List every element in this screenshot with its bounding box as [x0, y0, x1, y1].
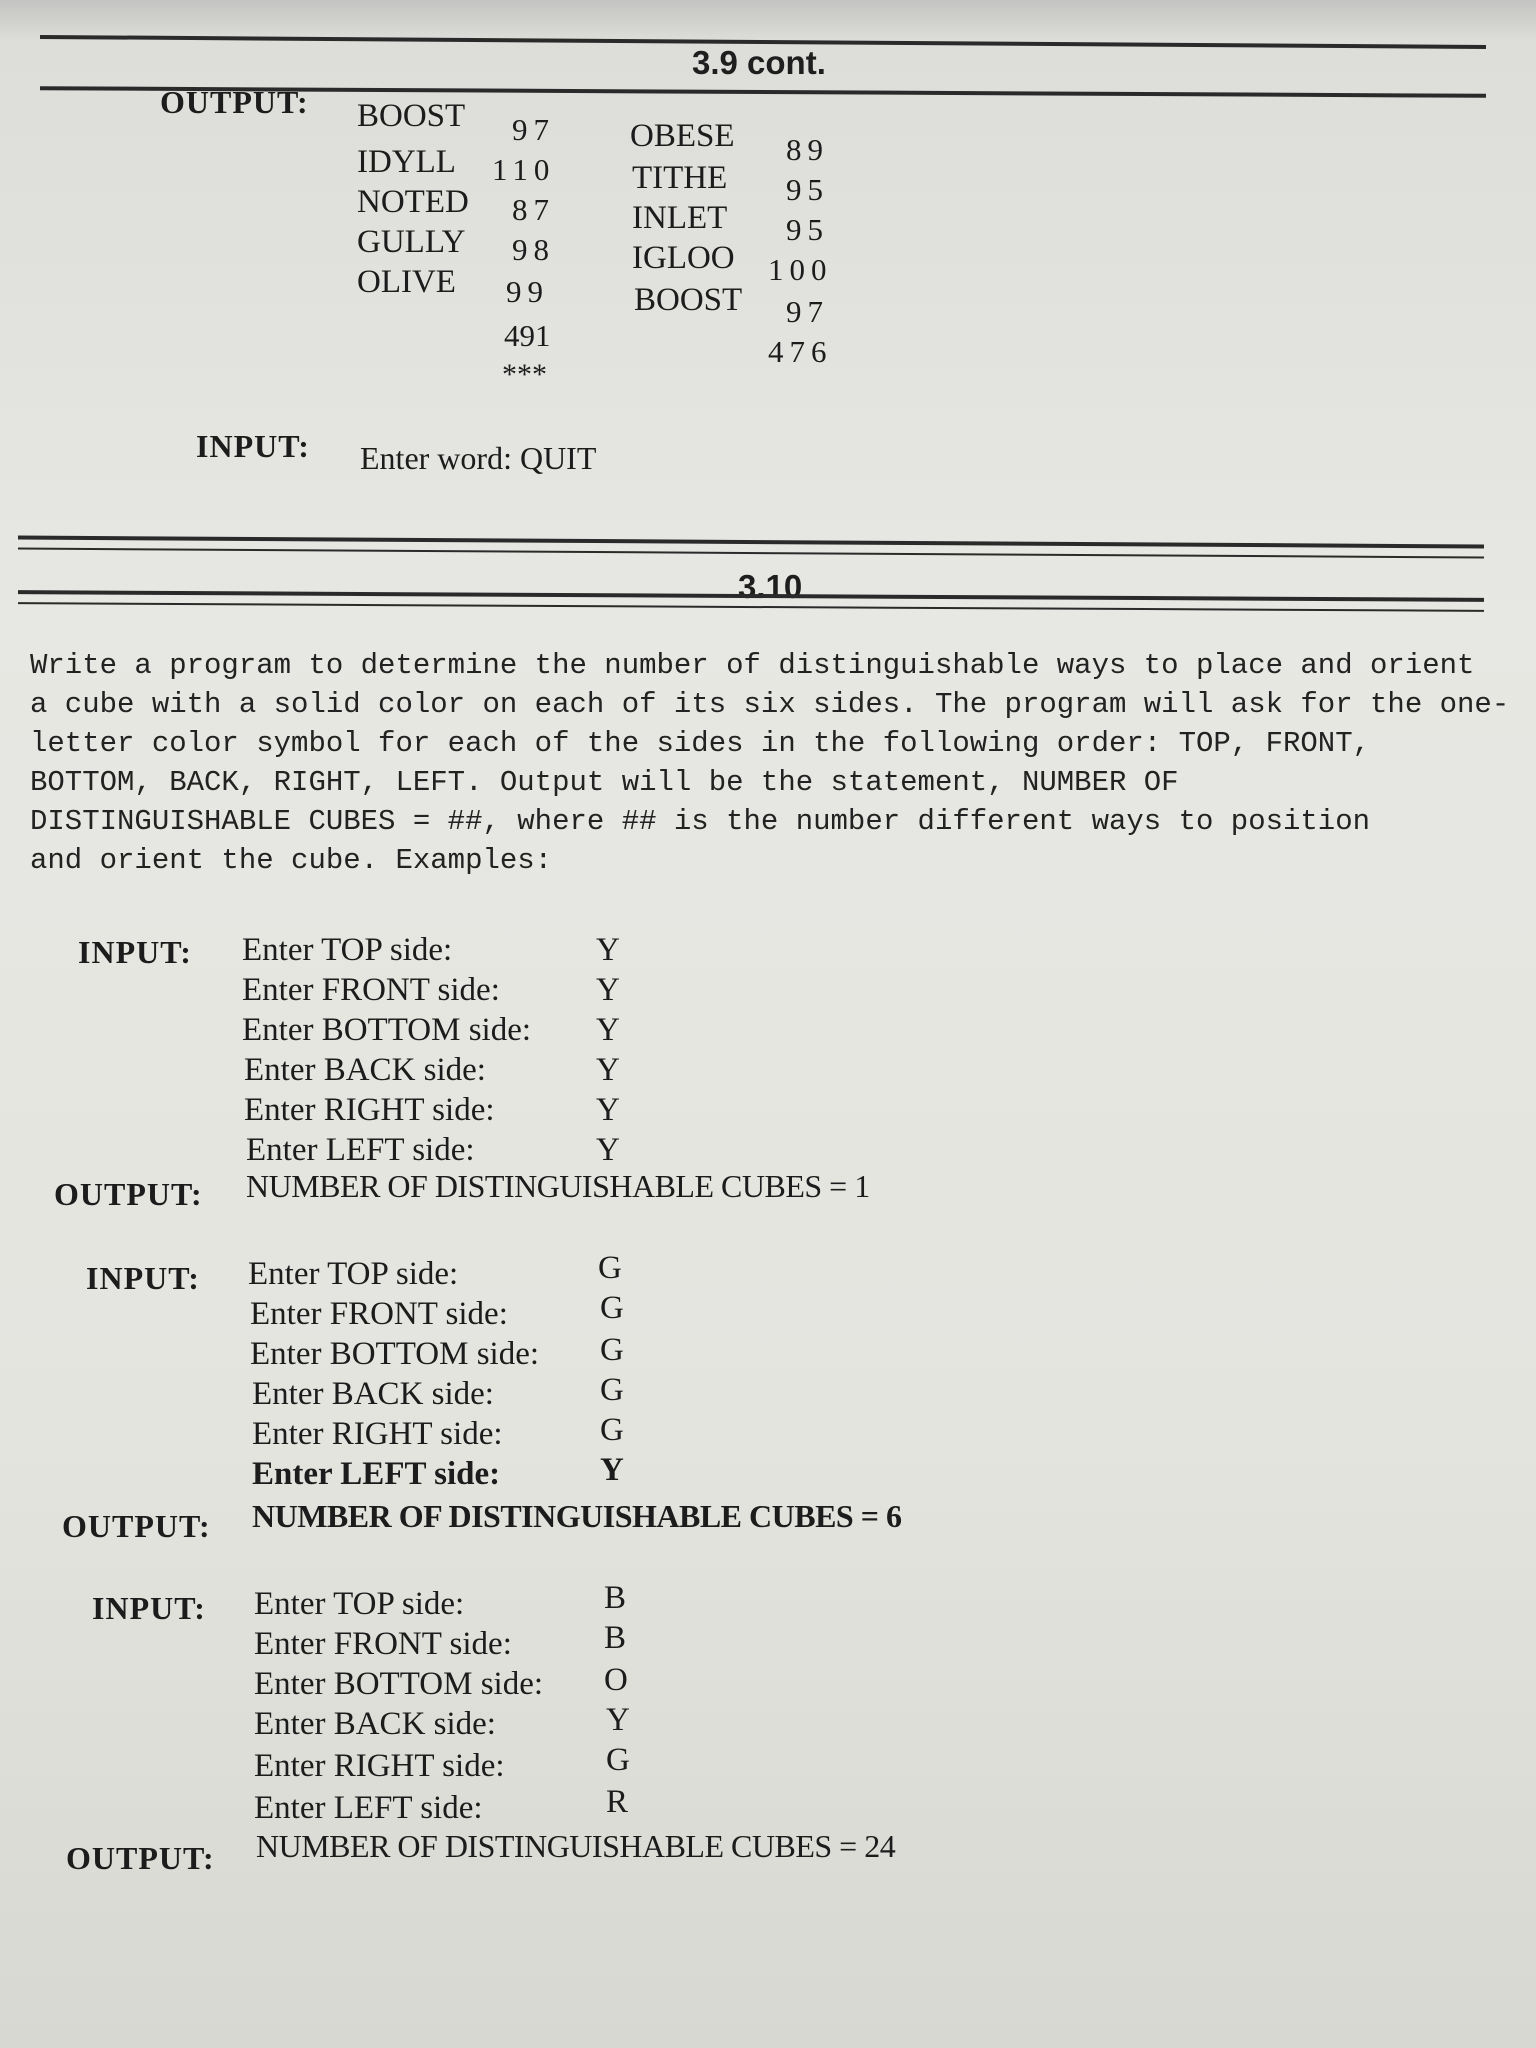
section-3-9-heading: 3.9 cont.: [692, 44, 826, 81]
example-1-value-back: Y: [596, 1052, 620, 1088]
left-score-2: 110: [492, 152, 556, 187]
right-word-5: BOOST: [634, 282, 743, 318]
paragraph-line-4: BOTTOM, BACK, RIGHT, LEFT. Output will be the statement, NUMBER OF: [30, 766, 1179, 799]
example-1-value-left: Y: [596, 1132, 620, 1168]
right-score-2: 95: [786, 172, 829, 207]
example-3-value-bottom: O: [604, 1662, 628, 1698]
left-score-5: 99: [506, 274, 549, 309]
example-3-value-back: Y: [606, 1702, 630, 1738]
example-1-prompt-back: Enter BACK side:: [244, 1052, 486, 1088]
example-3-output-label: OUTPUT:: [66, 1840, 215, 1876]
example-2-value-top: G: [598, 1250, 622, 1286]
right-word-2: TITHE: [632, 160, 728, 196]
example-1-prompt-left: Enter LEFT side:: [246, 1132, 475, 1168]
example-1-value-top: Y: [596, 932, 620, 968]
problem-paragraph: [30, 646, 1510, 880]
example-1-value-front: Y: [596, 972, 620, 1008]
example-2-value-front: G: [600, 1290, 624, 1326]
right-score-4: 100: [768, 252, 833, 287]
left-score-4: 98: [512, 232, 555, 267]
left-word-4: GULLY: [357, 224, 466, 260]
paragraph-line-3: letter color symbol for each of the sides in the following order: TOP, FRONT,: [30, 727, 1371, 760]
example-1-output-label: OUTPUT:: [54, 1176, 203, 1212]
example-3-prompt-bottom: Enter BOTTOM side:: [254, 1666, 544, 1702]
example-2-value-right: G: [600, 1412, 624, 1448]
example-2-value-left: Y: [600, 1452, 624, 1488]
paragraph-line-5: DISTINGUISHABLE CUBES = ##, where ## is the number different ways to position: [30, 805, 1371, 838]
example-2-prompt-top: Enter TOP side:: [248, 1256, 459, 1292]
example-1-prompt-right: Enter RIGHT side:: [244, 1092, 495, 1128]
example-2-prompt-bottom: Enter BOTTOM side:: [250, 1336, 540, 1372]
input-text-3-9: Enter word: QUIT: [360, 440, 597, 476]
paragraph-line-1: Write a program to determine the number of distinguishable ways to place and orient: [30, 649, 1475, 682]
example-3-prompt-right: Enter RIGHT side:: [254, 1748, 505, 1784]
right-score-5: 97: [786, 294, 829, 329]
left-total: 491: [504, 318, 551, 353]
example-2-value-bottom: G: [600, 1332, 624, 1368]
example-1-value-right: Y: [596, 1092, 620, 1128]
example-3-input-label: INPUT:: [92, 1590, 206, 1626]
example-3-prompt-back: Enter BACK side:: [254, 1706, 496, 1742]
example-2-output: NUMBER OF DISTINGUISHABLE CUBES = 6: [252, 1498, 902, 1534]
example-3-prompt-front: Enter FRONT side:: [254, 1626, 512, 1662]
example-1-input-label: INPUT:: [78, 934, 192, 970]
paragraph-line-2: a cube with a solid color on each of its six sides. The program will ask for the one-: [30, 688, 1510, 721]
example-1-prompt-top: Enter TOP side:: [242, 932, 453, 968]
right-word-1: OBESE: [630, 118, 735, 154]
left-word-1: BOOST: [357, 98, 466, 134]
example-1-prompt-bottom: Enter BOTTOM side:: [242, 1012, 532, 1048]
section-rule-1: [18, 536, 1484, 549]
example-3-value-left: R: [606, 1784, 629, 1820]
example-2-value-back: G: [600, 1372, 624, 1408]
page-shadow: [0, 0, 1536, 40]
example-3-value-right: G: [606, 1742, 630, 1778]
right-score-1: 89: [786, 132, 829, 167]
left-score-3: 87: [512, 192, 555, 227]
left-word-2: IDYLL: [357, 144, 456, 180]
example-2-input-label: INPUT:: [86, 1260, 200, 1296]
example-1-output: NUMBER OF DISTINGUISHABLE CUBES = 1: [246, 1168, 870, 1204]
example-1-value-bottom: Y: [596, 1012, 620, 1048]
left-word-3: NOTED: [357, 184, 469, 220]
left-word-5: OLIVE: [357, 264, 456, 300]
right-score-3: 95: [786, 212, 829, 247]
right-total: 476: [768, 334, 833, 369]
section-rule-2: [18, 548, 1484, 559]
example-2-prompt-back: Enter BACK side:: [252, 1376, 494, 1412]
left-score-1: 97: [512, 112, 555, 147]
stars: ***: [502, 358, 547, 391]
example-3-output: NUMBER OF DISTINGUISHABLE CUBES = 24: [256, 1828, 896, 1864]
example-3-value-front: B: [604, 1620, 627, 1656]
section-3-10-heading: 3.10: [738, 568, 803, 605]
example-2-prompt-left: Enter LEFT side:: [252, 1456, 501, 1492]
example-3-prompt-top: Enter TOP side:: [254, 1586, 465, 1622]
example-2-prompt-right: Enter RIGHT side:: [252, 1416, 503, 1452]
example-2-output-label: OUTPUT:: [62, 1508, 211, 1544]
right-word-4: IGLOO: [632, 240, 735, 276]
example-2-prompt-front: Enter FRONT side:: [250, 1296, 508, 1332]
input-label-3-9: INPUT:: [196, 428, 310, 464]
right-word-3: INLET: [632, 200, 728, 236]
example-1-prompt-front: Enter FRONT side:: [242, 972, 500, 1008]
example-3-value-top: B: [604, 1580, 627, 1616]
example-3-prompt-left: Enter LEFT side:: [254, 1790, 483, 1826]
paragraph-line-6: and orient the cube. Examples:: [30, 844, 553, 877]
output-label-3-9: OUTPUT:: [160, 84, 309, 120]
